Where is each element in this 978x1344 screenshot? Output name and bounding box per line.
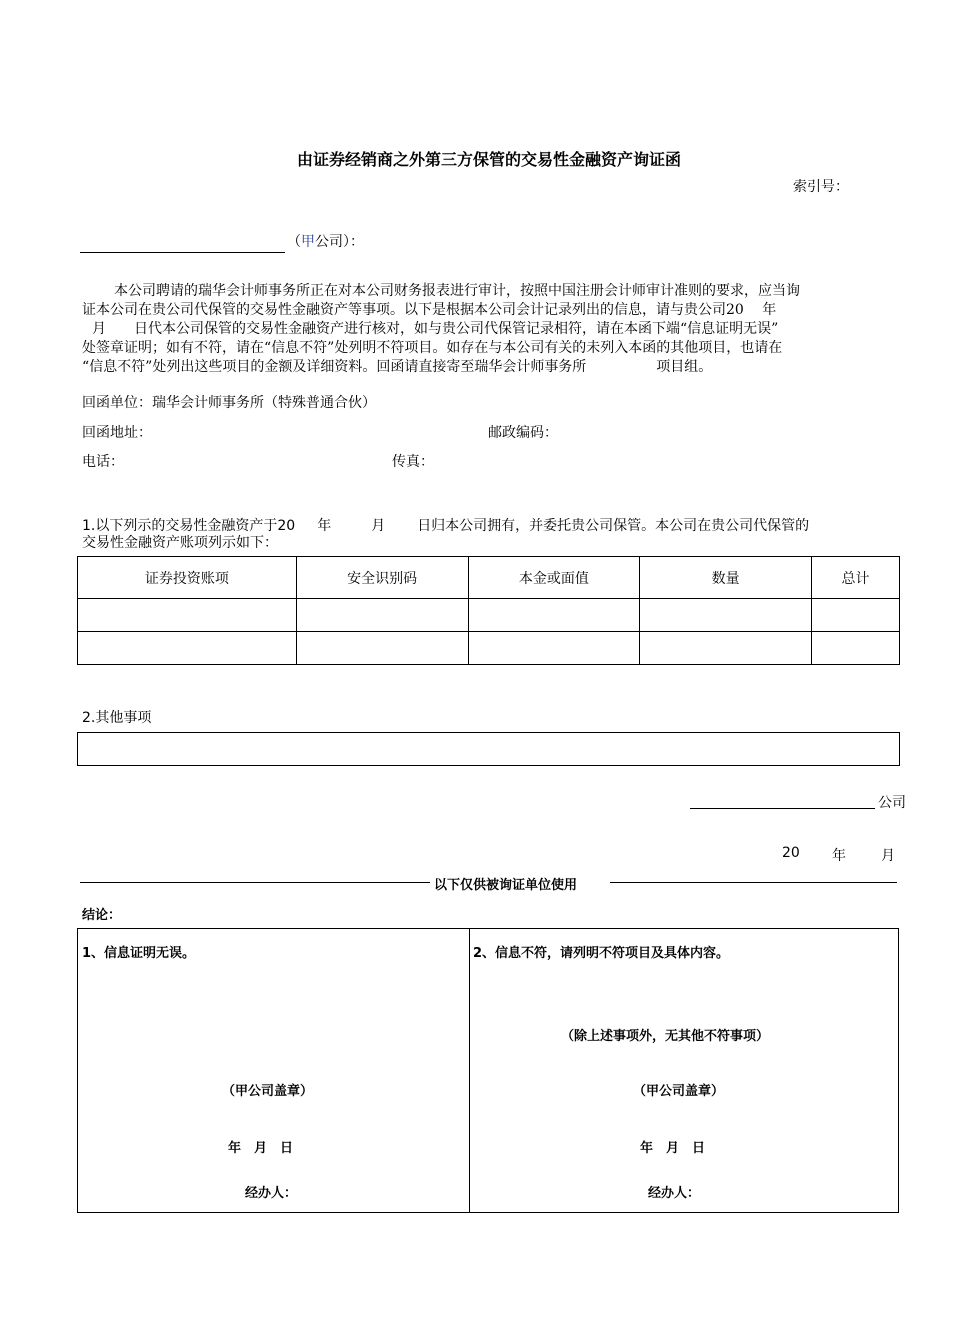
signature-company-suffix: 公司 xyxy=(878,795,906,811)
conclusion-right-handler: 经办人： xyxy=(648,1186,701,1201)
assets-table xyxy=(77,556,900,665)
divider-text: 以下仅供被询证单位使用 xyxy=(434,878,578,893)
table-header-row xyxy=(78,557,900,599)
reply-postcode-label: 邮政编码： xyxy=(488,425,558,441)
table-header-cell: 总计 xyxy=(812,557,900,599)
section1-text-rest: 日归本公司拥有，并委托贵公司保管。本公司在贵公司代保管的 xyxy=(417,518,810,534)
date-nian: 年 xyxy=(832,848,846,864)
table-cell xyxy=(468,632,640,665)
section2-number: 2. xyxy=(82,710,96,726)
conclusion-left-handler: 经办人： xyxy=(245,1186,298,1201)
section2-title: 其他事项 xyxy=(95,710,152,726)
table-cell xyxy=(468,599,640,632)
date-yue: 月 xyxy=(881,848,895,864)
intro-line: “信息不符”处列出这些项目的金额及详细资料。回函请直接寄至瑞华会计师事务所 项目组。 xyxy=(82,359,713,375)
divider-bar-left xyxy=(80,882,430,883)
page-title: 由证券经销商之外第三方保管的交易性金融资产询证函 xyxy=(296,150,681,169)
reply-phone-label: 电话： xyxy=(82,454,124,470)
table-cell xyxy=(640,599,812,632)
intro-line: 处签章证明；如有不符，请在“信息不符”处列明不符项目。如存在与本公司有关的未列入本函的其他项目，也请在 xyxy=(82,340,783,356)
section1-year: 20 xyxy=(277,518,296,534)
conclusion-divider xyxy=(469,929,470,1212)
conclusion-left-seal: （甲公司盖章） xyxy=(222,1084,314,1099)
addressee-company: 甲 xyxy=(301,234,315,250)
index-number-label: 索引号： xyxy=(793,179,849,195)
conclusion-label: 结论： xyxy=(82,908,122,923)
table-cell xyxy=(296,599,468,632)
reply-fax-label: 传真： xyxy=(392,454,434,470)
addressee-paren: （ xyxy=(287,234,301,250)
table-header-cell: 安全识别码 xyxy=(296,557,468,599)
addressee-label xyxy=(287,231,364,251)
table-row xyxy=(78,599,900,632)
intro-line: 证本公司在贵公司代保管的交易性金融资产等事项。以下是根据本公司会计记录列出的信息，请与贵公司20 年 xyxy=(82,302,777,318)
other-matters-box xyxy=(77,732,900,766)
section1-text-a: 以下列示的交易性金融资产于 xyxy=(95,518,278,534)
section-divider xyxy=(80,874,897,893)
conclusion-right-note: （除上述事项外，无其他不符事项） xyxy=(561,1029,770,1044)
divider-bar-right xyxy=(610,882,897,883)
conclusion-right-seal: （甲公司盖章） xyxy=(633,1084,725,1099)
table-header-cell: 数量 xyxy=(640,557,812,599)
section1-nian: 年 xyxy=(317,518,332,534)
intro-line: 月 日代本公司保管的交易性金融资产进行核对，如与贵公司代保管记录相符，请在本函下端“信息证明无误” xyxy=(92,321,779,337)
date-year: 20 xyxy=(782,845,800,861)
section1-line2: 交易性金融资产账项列示如下： xyxy=(82,535,278,551)
conclusion-right-date: 年 月 日 xyxy=(640,1141,706,1156)
table-header-cell: 本金或面值 xyxy=(468,557,640,599)
conclusion-left-heading: 1、信息证明无误。 xyxy=(82,946,196,961)
reply-address-label: 回函地址： xyxy=(82,425,152,441)
table-cell xyxy=(640,632,812,665)
section1-number: 1. xyxy=(82,518,96,534)
table-cell xyxy=(812,599,900,632)
conclusion-right-heading: 2、信息不符，请列明不符项目及具体内容。 xyxy=(473,946,730,961)
table-cell xyxy=(78,632,297,665)
table-header-cell: 证券投资账项 xyxy=(78,557,297,599)
table-cell xyxy=(78,599,297,632)
conclusion-box xyxy=(77,928,899,1213)
table-cell xyxy=(296,632,468,665)
section2-header xyxy=(82,707,151,727)
conclusion-left-date: 年 月 日 xyxy=(228,1141,294,1156)
intro-paragraph xyxy=(82,282,897,377)
intro-line: 本公司聘请的瑞华会计师事务所正在对本公司财务报表进行审计，按照中国注册会计师审计准则的要求，应当询 xyxy=(114,283,800,299)
table-row xyxy=(78,632,900,665)
addressee-blank-line xyxy=(80,252,285,253)
reply-unit: 回函单位：瑞华会计师事务所（特殊普通合伙） xyxy=(82,395,376,411)
table-cell xyxy=(812,632,900,665)
addressee-company-rest: 公司）： xyxy=(315,234,364,250)
signature-blank-line xyxy=(690,808,875,809)
section1-yue: 月 xyxy=(371,518,386,534)
